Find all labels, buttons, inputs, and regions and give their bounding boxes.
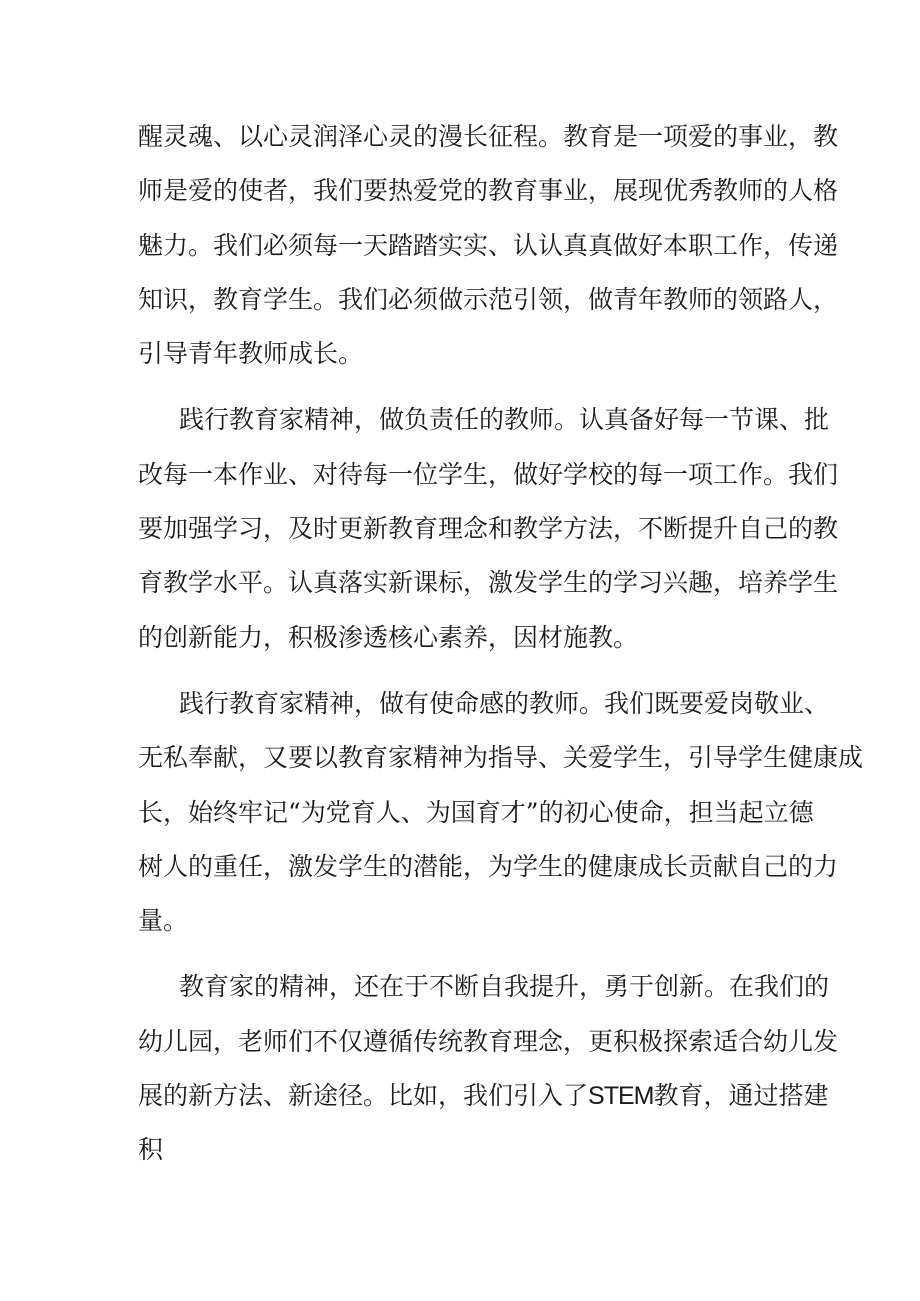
- document-body: [138, 110, 864, 1178]
- text-line: 的创新能力，积极渗透核心素养，因材施教。: [138, 622, 639, 652]
- text-line-mixed: [138, 1069, 829, 1123]
- paragraph-4: [138, 960, 839, 1177]
- paragraph-3: [138, 677, 864, 948]
- text-line: 改每一本作业、对待每一位学生，做好学校的每一项工作。我们: [138, 459, 839, 489]
- text-line: 树人的重任，激发学生的潜能，为学生的健康成长贡献自己的力: [138, 851, 839, 881]
- text-line: 引导青年教师成长。: [138, 339, 364, 369]
- text-line: 无私奉献，又要以教育家精神为指导、关爱学生，引导学生健康成: [138, 743, 864, 773]
- text-line: 量。: [138, 906, 189, 936]
- text-segment: 教育，通过搭建: [653, 1081, 829, 1111]
- text-line: 醒灵魂、以心灵润泽心灵的漫长征程。教育是一项爱的事业，教: [138, 122, 839, 151]
- text-line: 践行教育家精神，做负责任的教师。认真备好每一节课、批: [179, 405, 830, 435]
- text-line: 积: [138, 1135, 164, 1165]
- text-segment: 展的新方法、新途径。比如，我们引入了: [138, 1081, 589, 1111]
- text-line: 要加强学习，及时更新教育理念和教学方法，不断提升自己的教: [138, 514, 839, 544]
- text-segment-latin: STEM: [588, 1082, 654, 1111]
- text-line: 知识，教育学生。我们必须做示范引领，做青年教师的领路人，: [138, 284, 839, 314]
- text-line: 育教学水平。认真落实新课标，激发学生的学习兴趣，培养学生: [138, 568, 839, 598]
- text-line: 长，始终牢记“为党育人、为国育才”的初心使命，担当起立德: [138, 797, 814, 827]
- text-line: 师是爱的使者，我们要热爱党的教育事业，展现优秀教师的人格: [138, 176, 839, 206]
- text-line: 践行教育家精神，做有使命感的教师。我们既要爱岗敬业、: [179, 688, 830, 718]
- paragraph-2: [138, 393, 839, 664]
- text-line: 教育家的精神，还在于不断自我提升，勇于创新。在我们的: [179, 972, 830, 1002]
- text-line: 幼儿园，老师们不仅遵循传统教育理念，更积极探索适合幼儿发: [138, 1026, 839, 1056]
- paragraph-1: [138, 110, 839, 381]
- text-line: 魅力。我们必须每一天踏踏实实、认认真真做好本职工作，传递: [138, 230, 839, 260]
